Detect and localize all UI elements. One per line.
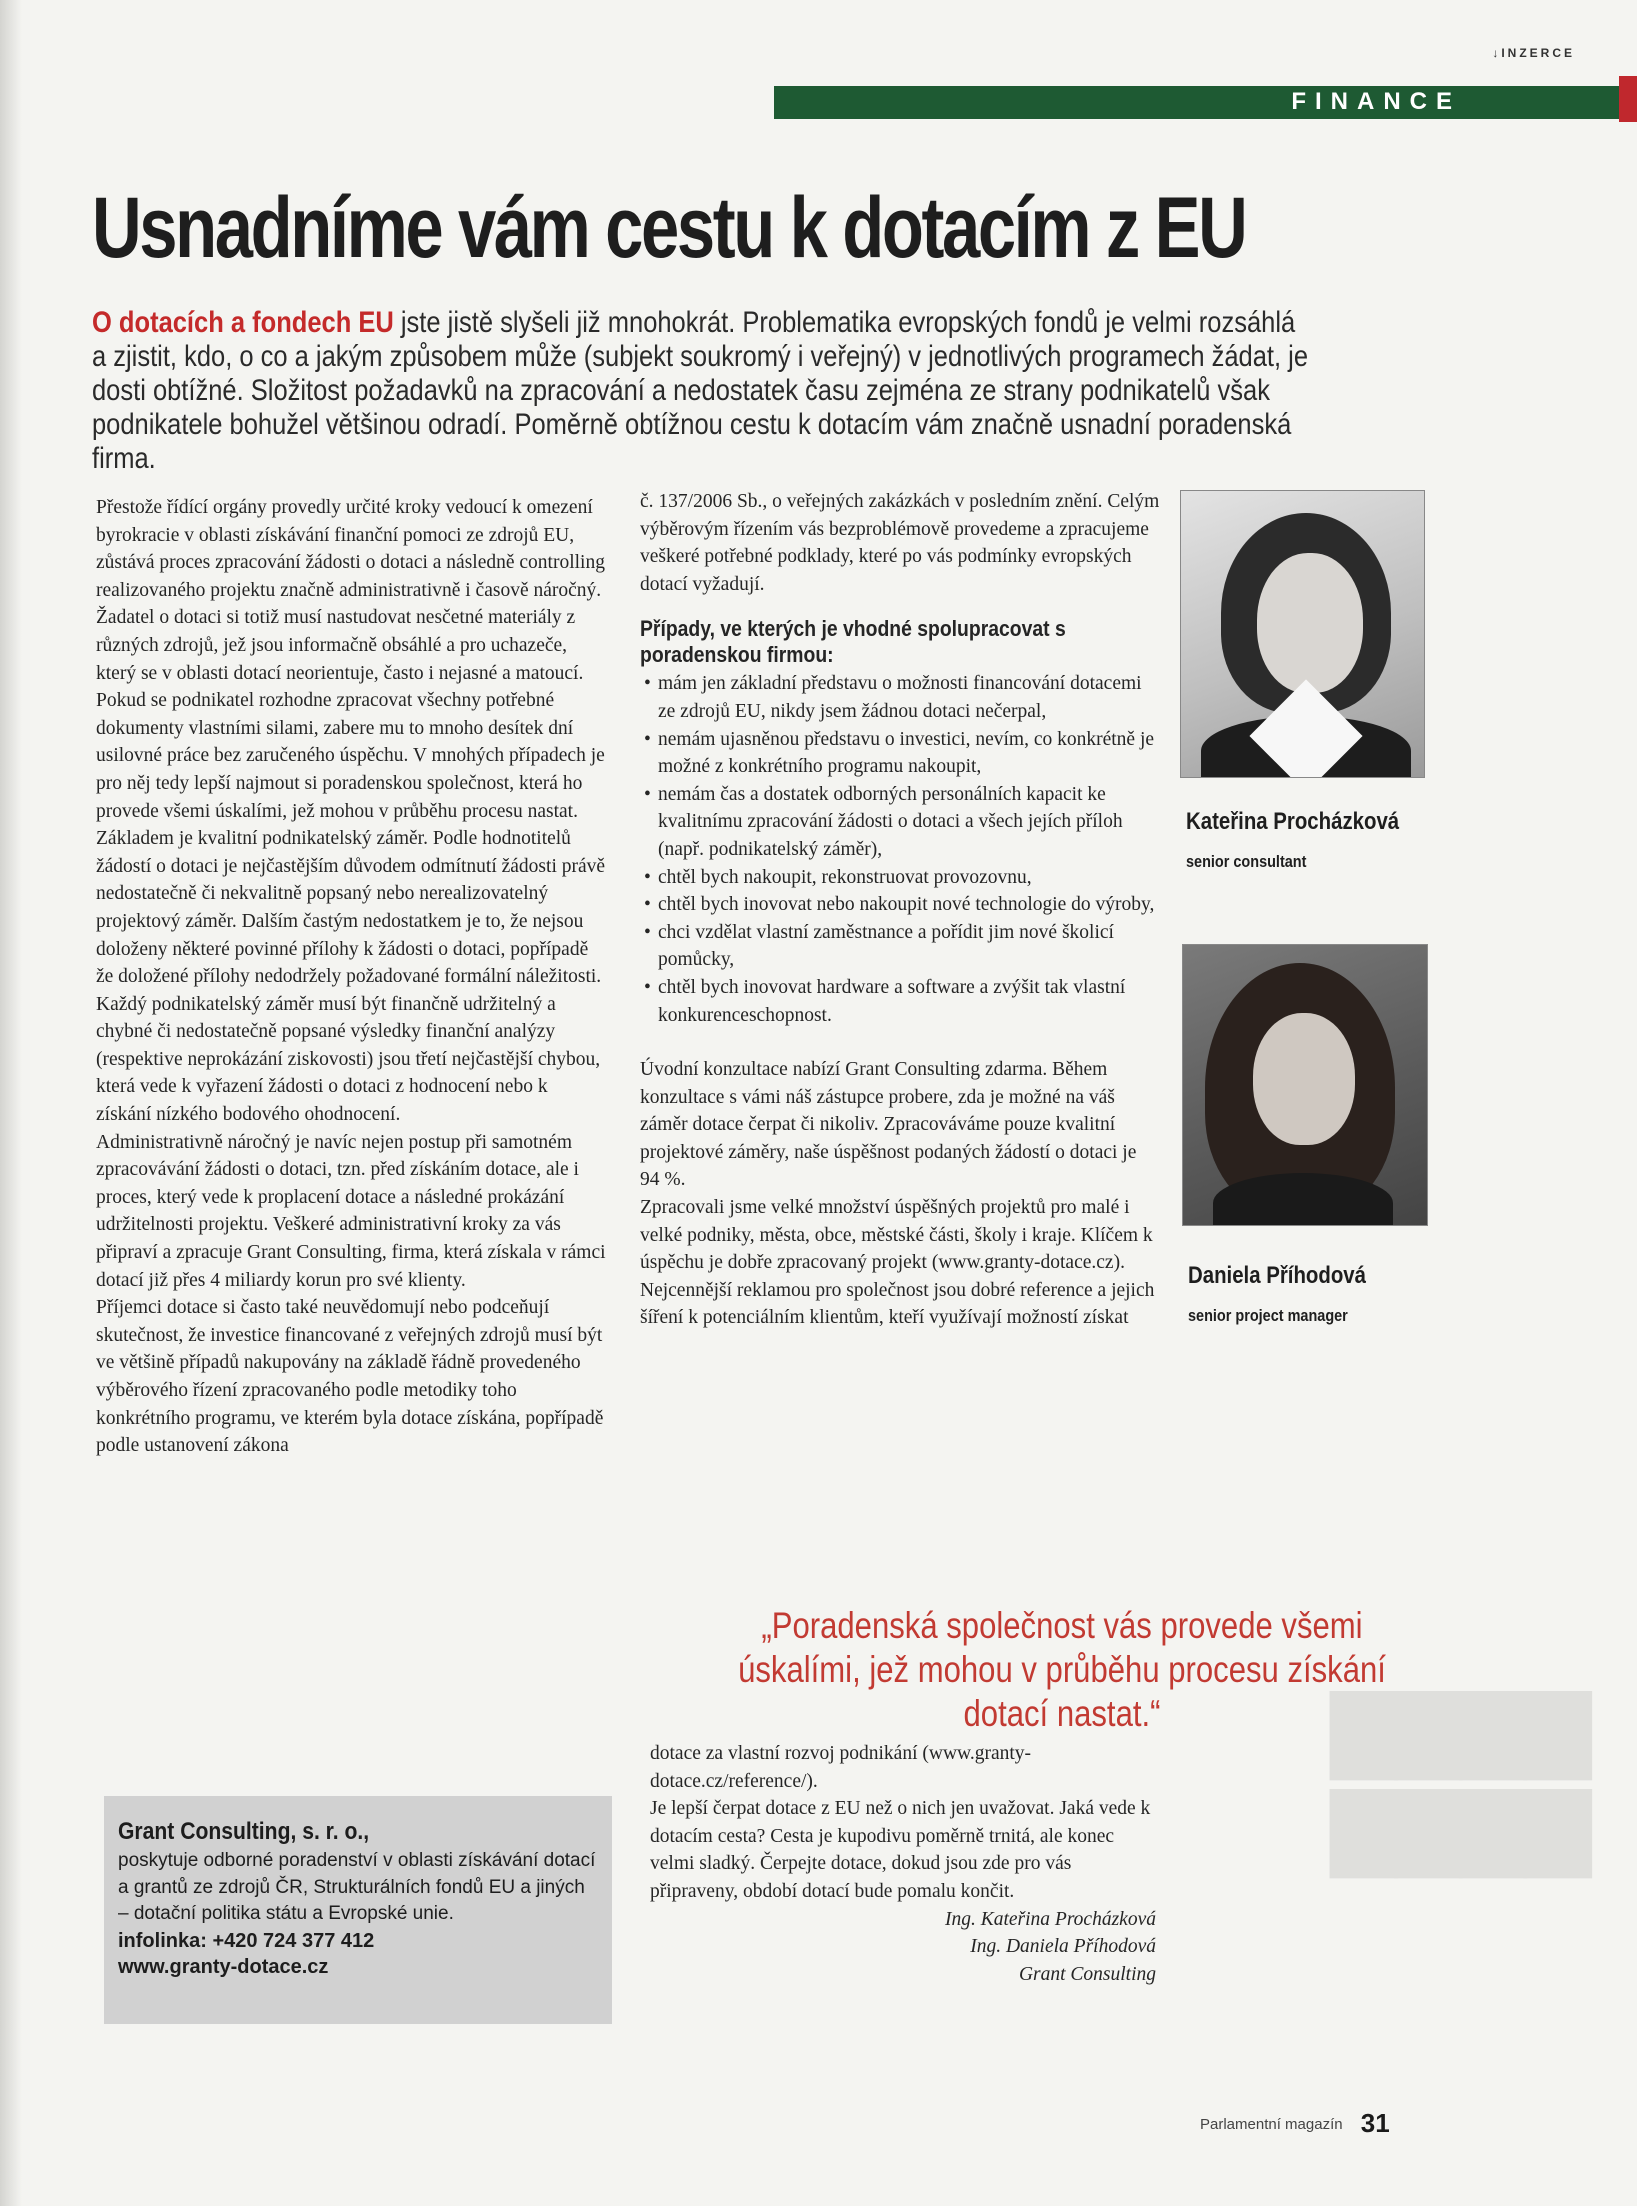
list-item: • chtěl bych inovovat hardware a software a zvýšit tak vlastní konkurenceschopnost.: [640, 974, 1160, 1029]
section-label: FINANCE: [1291, 88, 1461, 115]
company-phone: infolinka: +420 724 377 412: [118, 1929, 375, 1952]
ad-label: ↓INZERCE: [1492, 46, 1575, 60]
left-paragraph: Základem je kvalitní podnikatelský záměr. Podle hodnotitelů žádostí o dotaci je nejčastějším důvodem odmítnutí žádosti právě nedostatečně či nekvalitně popsaný nebo nerealizovatelný projektový záměr. Dalším častým nedostatkem je to, že nejsou doloženy některé povinné přílohy k žádosti o dotaci, popřípadě že doložené přílohy nedodržely požadované formální náležitosti. Každý podnikatelský záměr musí být finančně udržitelný a chybné či nedostatečně popsané výsledky finanční analýzy (respektive neprokázání ziskovosti) jsou třetí nejčastější chybou, která vede k vyřazení žádosti o dotaci z hodnocení nebo k získání nízkého bodového ohodnocení.: [96, 828, 606, 1126]
pull-quote: „Poradenská společnost vás provede všemi úskalími, jež mohou v průběhu procesu získání dotací nastat.“: [738, 1605, 1386, 1734]
article-headline: Usnadníme vám cestu k dotacím z EU: [92, 180, 1246, 276]
lead-highlight: O dotacích a fondech EU: [92, 306, 394, 339]
page-footer: [1200, 2108, 1390, 2139]
list-item: • chtěl bych inovovat nebo nakoupit nové technologie do výroby,: [640, 891, 1160, 919]
magazine-name: Parlamentní magazín: [1200, 2116, 1343, 2133]
left-paragraph: Administrativně náročný je navíc nejen postup při samotném zpracovávání žádosti o dotaci, tzn. před získáním dotace, ale i proces, který vede k proplacení dotace a následné prokázání udržitelnosti projektu. Veškeré administrativní kroky za vás připraví a zpracuje Grant Consulting, firma, která získala v rámci dotací již přes 4 miliardy korun pro své klienty.: [96, 1131, 606, 1291]
mid-intro: č. 137/2006 Sb., o veřejných zakázkách v posledním znění. Celým výběrovým řízením vás bezproblémově provedeme a zpracujeme veškeré potřebné podklady, které po vás podmínky evropských dotací vyžadují.: [640, 491, 1160, 595]
person-role: senior consultant: [1186, 852, 1307, 871]
middle-column-continued: [650, 1740, 1162, 1988]
list-item: • mám jen základní představu o možnosti financování dotacemi ze zdrojů EU, nikdy jsem žádnou dotaci nečerpal,: [640, 670, 1160, 725]
company-infobox: [104, 1796, 612, 2024]
page-binding-shadow: [0, 0, 22, 2206]
left-column: [96, 494, 606, 1460]
signature: [650, 1906, 1162, 1989]
signature-line: Ing. Daniela Příhodová: [970, 1936, 1156, 1958]
person-name: Kateřina Procházková: [1186, 808, 1400, 835]
portrait-photo: [1180, 490, 1425, 778]
person-role: senior project manager: [1188, 1306, 1348, 1325]
show-through-print: ▇▇▇▇ ▇▇▇▇: [1331, 1682, 1590, 1874]
mid-paragraph: Je lepší čerpat dotace z EU než o nich jen uvažovat. Jaká vede k dotacím cesta? Cesta je kupodivu poměrně trnitá, ale konec velmi sladký. Čerpejte dotace, dokud jsou zde pro vás připraveny, období dotací bude pomalu končit.: [650, 1798, 1151, 1902]
page-number: 31: [1360, 2108, 1390, 2138]
red-page-tab: [1619, 76, 1637, 122]
left-paragraph: Žadatel o dotaci si totiž musí nastudovat nesčetné materiály z různých zdrojů, jež jsou informačně obsáhlé a pro uchazeče, který se v oblasti dotací neorientuje, často i nejasné a matoucí. Pokud se podnikatel rozhodne zpracovat všechny potřebné dokumenty vlastními silami, zabere mu to mnoho desítek dní usilovné práce bez zaručeného úspěchu. V mnohých případech je pro něj tedy lepší najmout si poradenskou společnost, která ho provede všemi úskalími, jež mohou v průběhu procesu nastat.: [96, 607, 605, 822]
left-paragraph: Příjemci dotace si často také neuvědomují nebo podceňují skutečnost, že investice financované z veřejných zdrojů musí být ve většině případů nakupovány na základě řádně provedeného výběrového řízení zpracovaného podle metodiky toho konkrétního programu, ve kterém byla dotace získána, popřípadě podle ustanovení zákona: [96, 1297, 604, 1457]
cases-list: [640, 670, 1160, 1029]
mid-paragraph: Úvodní konzultace nabízí Grant Consulting zdarma. Během konzultace s vámi náš zástupce probere, zda je možné na váš záměr dotace čerpat či nikoliv. Zpracováváme pouze kvalitní projektové záměry, naše úspěšnost podaných žádostí o dotaci je 94 %.: [640, 1059, 1137, 1191]
article-lead: [92, 306, 1316, 476]
company-description: poskytuje odborné poradenství v oblasti získávání dotací a grantů ze zdrojů ČR, Strukturálních fondů EU a jiných – dotační politika státu a Evropské unie.: [118, 1850, 596, 1924]
middle-column: [640, 488, 1160, 1332]
section-bar: [774, 86, 1619, 119]
list-item: • nemám čas a dostatek odborných personálních kapacit ke kvalitnímu zpracování žádosti o dotaci a všech jejích příloh (např. podnikatelský záměr),: [640, 781, 1160, 864]
lead-text: jste jistě slyšeli již mnohokrát. Problematika evropských fondů je velmi rozsáhlá a zjistit, kdo, o co a jakým způsobem může (subjekt soukromý i veřejný) v jednotlivých programech žádat, je dosti obtížné. Složitost požadavků na zpracování a nedostatek času zejména ze strany podnikatelů však podnikatele bohužel většinou odradí. Poměrně obtížnou cestu k dotacím vám značně usnadní poradenská firma.: [92, 306, 1309, 475]
list-item: • nemám ujasněnou představu o investici, nevím, co konkrétně je možné z konkrétního programu nakoupit,: [640, 726, 1160, 781]
left-paragraph: Přestože řídící orgány provedly určité kroky vedoucí k omezení byrokracie v oblasti získávání finanční pomoci ze zdrojů EU, zůstává proces zpracování žádosti o dotaci a následně controlling realizovaného projektu značně administrativně i časově náročný.: [96, 497, 605, 601]
cases-heading: Případy, ve kterých je vhodné spolupracovat s poradenskou firmou:: [640, 616, 1066, 668]
mid-paragraph: Zpracovali jsme velké množství úspěšných projektů pro malé i velké podniky, města, obce, městské části, školy i kraje. Klíčem k úspěchu je dobře zpracovaný projekt (www.granty-dotace.cz). Nejcennější reklamou pro společnost jsou dobré reference a jejich šíření k potenciálním klientům, kteří využívají možností získat: [640, 1197, 1155, 1329]
signature-line: Ing. Kateřina Procházková: [944, 1908, 1156, 1930]
list-item: • chci vzdělat vlastní zaměstnance a pořídit jim nové školicí pomůcky,: [640, 919, 1160, 974]
company-name: Grant Consulting, s. r. o.,: [118, 1818, 370, 1845]
portrait-photo: [1182, 944, 1428, 1226]
person-name: Daniela Příhodová: [1188, 1262, 1366, 1289]
mid-paragraph: dotace za vlastní rozvoj podnikání (www.granty-dotace.cz/reference/).: [650, 1743, 1032, 1792]
list-item: • chtěl bych nakoupit, rekonstruovat provozovnu,: [640, 864, 1160, 892]
company-web: www.granty-dotace.cz: [118, 1956, 329, 1978]
signature-line: Grant Consulting: [1018, 1963, 1156, 1985]
